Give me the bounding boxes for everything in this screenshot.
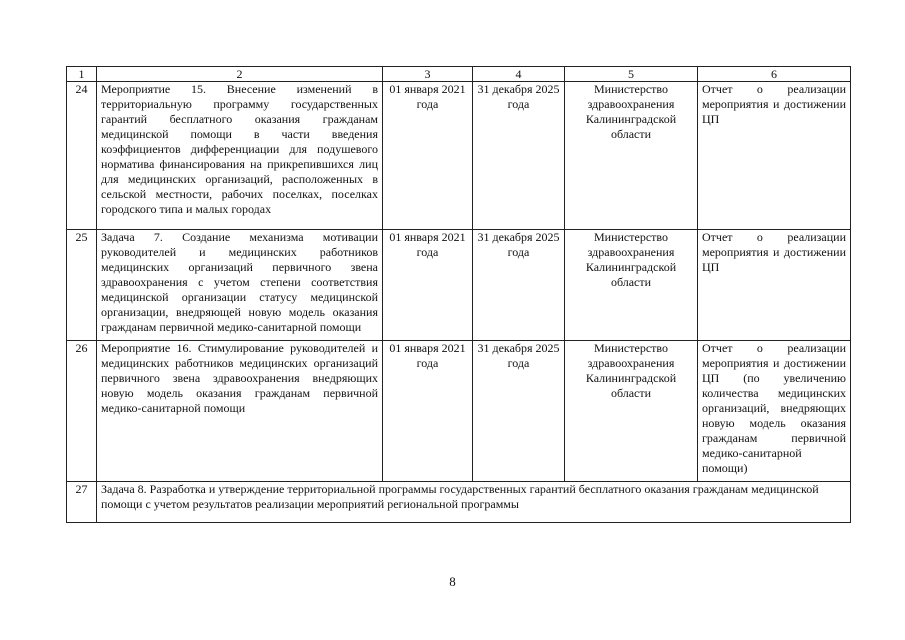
column-number-3: 3 <box>383 67 473 82</box>
row-number: 26 <box>67 341 97 482</box>
start-date: 01 января 2021 года <box>383 341 473 482</box>
table-row <box>67 341 851 482</box>
table-header-row <box>67 67 851 82</box>
start-date: 01 января 2021 года <box>383 230 473 341</box>
activities-table <box>66 66 851 523</box>
expected-result: Отчет о реализации мероприятия и достижении ЦП <box>698 230 851 341</box>
responsible-executor: Министерство здравоохранения Калининградской области <box>565 341 698 482</box>
start-date: 01 января 2021 года <box>383 82 473 230</box>
row-number: 27 <box>67 482 97 523</box>
activity-description: Мероприятие 15. Внесение изменений в территориальную программу государственных гарантий бесплатного оказания гражданам медицинской помощи в части введения коэффициентов дифференциации для подушевого норматива финансирования на прикрепившихся лиц для медицинских организаций, расположенных в сельской местности, рабочих поселках, поселках городского типа и малых городах <box>97 82 383 230</box>
table-row <box>67 82 851 230</box>
column-number-1: 1 <box>67 67 97 82</box>
activity-description: Задача 7. Создание механизма мотивации руководителей и медицинских работников медицинских организаций первичного звена здравоохранения с учетом степени соответствия медицинской организации статусу медицинской организации, внедряющей новую модель оказания гражданам первичной медико-санитарной помощи <box>97 230 383 341</box>
table-row <box>67 230 851 341</box>
end-date: 31 декабря 2025 года <box>473 82 565 230</box>
end-date: 31 декабря 2025 года <box>473 230 565 341</box>
column-number-5: 5 <box>565 67 698 82</box>
task-description: Задача 8. Разработка и утверждение территориальной программы государственных гарантий бесплатного оказания гражданам медицинской помощи с учетом результатов реализации мероприятий региональной программы <box>97 482 851 523</box>
column-number-2: 2 <box>97 67 383 82</box>
column-number-6: 6 <box>698 67 851 82</box>
table-row <box>67 482 851 523</box>
responsible-executor: Министерство здравоохранения Калининградской области <box>565 230 698 341</box>
expected-result: Отчет о реализации мероприятия и достижении ЦП (по увеличению количества медицинских организаций, внедряющих новую модель оказания гражданам первичной медико-санитарной помощи) <box>698 341 851 482</box>
page-number: 8 <box>449 574 456 589</box>
activity-description: Мероприятие 16. Стимулирование руководителей и медицинских работников медицинских организаций первичного звена здравоохранения внедряющих новую модель оказания гражданам первичной медико-санитарной помощи <box>97 341 383 482</box>
responsible-executor: Министерство здравоохранения Калининградской области <box>565 82 698 230</box>
row-number: 24 <box>67 82 97 230</box>
row-number: 25 <box>67 230 97 341</box>
column-number-4: 4 <box>473 67 565 82</box>
expected-result: Отчет о реализации мероприятия и достижении ЦП <box>698 82 851 230</box>
end-date: 31 декабря 2025 года <box>473 341 565 482</box>
